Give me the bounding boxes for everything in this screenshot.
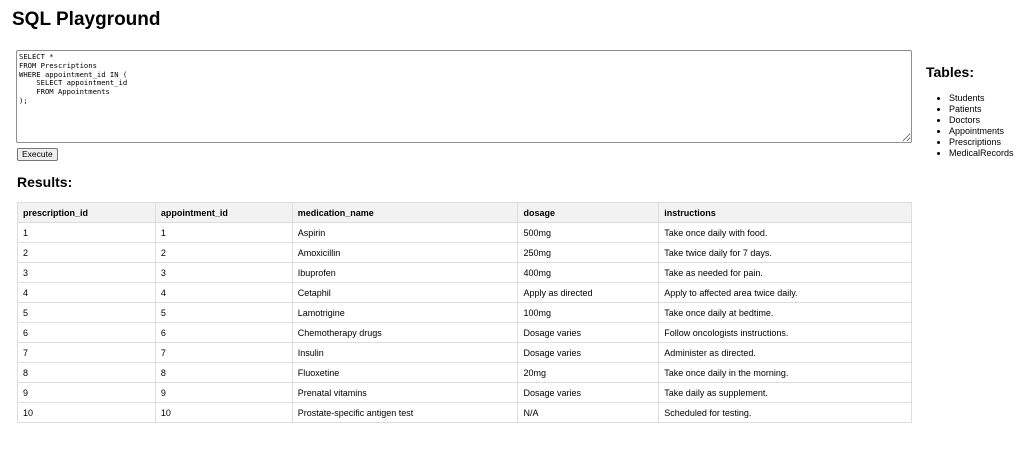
- cell-dosage: Dosage varies: [518, 383, 659, 403]
- cell-prescription-id: 5: [18, 303, 156, 323]
- column-header-prescription-id: prescription_id: [18, 203, 156, 223]
- cell-instructions: Take daily as supplement.: [659, 383, 912, 403]
- cell-medication-name: Prostate-specific antigen test: [292, 403, 518, 423]
- cell-instructions: Scheduled for testing.: [659, 403, 912, 423]
- cell-appointment-id: 5: [155, 303, 292, 323]
- table-row: [18, 363, 912, 383]
- table-row: [18, 223, 912, 243]
- table-row: [18, 243, 912, 263]
- cell-appointment-id: 1: [155, 223, 292, 243]
- table-list-item-medicalrecords: • MedicalRecords: [949, 148, 1024, 159]
- cell-appointment-id: 3: [155, 263, 292, 283]
- cell-instructions: Follow oncologists instructions.: [659, 323, 912, 343]
- results-body: [18, 223, 912, 423]
- table-list-item-patients: • Patients: [949, 104, 1024, 115]
- cell-appointment-id: 2: [155, 243, 292, 263]
- cell-prescription-id: 6: [18, 323, 156, 343]
- table-header-row: [18, 203, 912, 223]
- cell-instructions: Administer as directed.: [659, 343, 912, 363]
- cell-instructions: Take twice daily for 7 days.: [659, 243, 912, 263]
- page-title: SQL Playground: [12, 9, 161, 30]
- cell-appointment-id: 10: [155, 403, 292, 423]
- cell-dosage: 400mg: [518, 263, 659, 283]
- cell-prescription-id: 7: [18, 343, 156, 363]
- cell-prescription-id: 8: [18, 363, 156, 383]
- cell-medication-name: Fluoxetine: [292, 363, 518, 383]
- cell-instructions: Apply to affected area twice daily.: [659, 283, 912, 303]
- cell-appointment-id: 7: [155, 343, 292, 363]
- table-list-item-students: • Students: [949, 93, 1024, 104]
- column-header-dosage: dosage: [518, 203, 659, 223]
- table-list-item-appointments: • Appointments: [949, 126, 1024, 137]
- column-header-medication-name: medication_name: [292, 203, 518, 223]
- cell-dosage: N/A: [518, 403, 659, 423]
- cell-medication-name: Aspirin: [292, 223, 518, 243]
- cell-prescription-id: 10: [18, 403, 156, 423]
- cell-medication-name: Prenatal vitamins: [292, 383, 518, 403]
- results-table: [17, 202, 912, 423]
- cell-appointment-id: 9: [155, 383, 292, 403]
- cell-prescription-id: 2: [18, 243, 156, 263]
- cell-dosage: 500mg: [518, 223, 659, 243]
- cell-prescription-id: 1: [18, 223, 156, 243]
- table-row: [18, 343, 912, 363]
- cell-medication-name: Lamotrigine: [292, 303, 518, 323]
- tables-heading: Tables:: [926, 64, 974, 80]
- cell-instructions: Take once daily with food.: [659, 223, 912, 243]
- cell-prescription-id: 4: [18, 283, 156, 303]
- cell-dosage: 250mg: [518, 243, 659, 263]
- cell-prescription-id: 9: [18, 383, 156, 403]
- table-list-item-doctors: • Doctors: [949, 115, 1024, 126]
- column-header-appointment-id: appointment_id: [155, 203, 292, 223]
- sql-query-input[interactable]: [16, 50, 912, 143]
- cell-dosage: 20mg: [518, 363, 659, 383]
- tables-list: [926, 93, 1024, 159]
- cell-dosage: Apply as directed: [518, 283, 659, 303]
- table-row: [18, 383, 912, 403]
- table-row: [18, 303, 912, 323]
- cell-appointment-id: 8: [155, 363, 292, 383]
- table-list-item-prescriptions: • Prescriptions: [949, 137, 1024, 148]
- cell-medication-name: Chemotherapy drugs: [292, 323, 518, 343]
- execute-button[interactable]: Execute: [17, 148, 58, 161]
- cell-medication-name: Cetaphil: [292, 283, 518, 303]
- cell-prescription-id: 3: [18, 263, 156, 283]
- table-row: [18, 283, 912, 303]
- cell-dosage: Dosage varies: [518, 323, 659, 343]
- cell-appointment-id: 6: [155, 323, 292, 343]
- table-row: [18, 403, 912, 423]
- column-header-instructions: instructions: [659, 203, 912, 223]
- cell-medication-name: Ibuprofen: [292, 263, 518, 283]
- table-row: [18, 263, 912, 283]
- cell-medication-name: Insulin: [292, 343, 518, 363]
- tables-panel: [926, 64, 1024, 159]
- cell-appointment-id: 4: [155, 283, 292, 303]
- cell-instructions: Take as needed for pain.: [659, 263, 912, 283]
- cell-dosage: 100mg: [518, 303, 659, 323]
- results-heading: Results:: [17, 174, 73, 190]
- cell-instructions: Take once daily at bedtime.: [659, 303, 912, 323]
- cell-medication-name: Amoxicillin: [292, 243, 518, 263]
- cell-dosage: Dosage varies: [518, 343, 659, 363]
- table-row: [18, 323, 912, 343]
- cell-instructions: Take once daily in the morning.: [659, 363, 912, 383]
